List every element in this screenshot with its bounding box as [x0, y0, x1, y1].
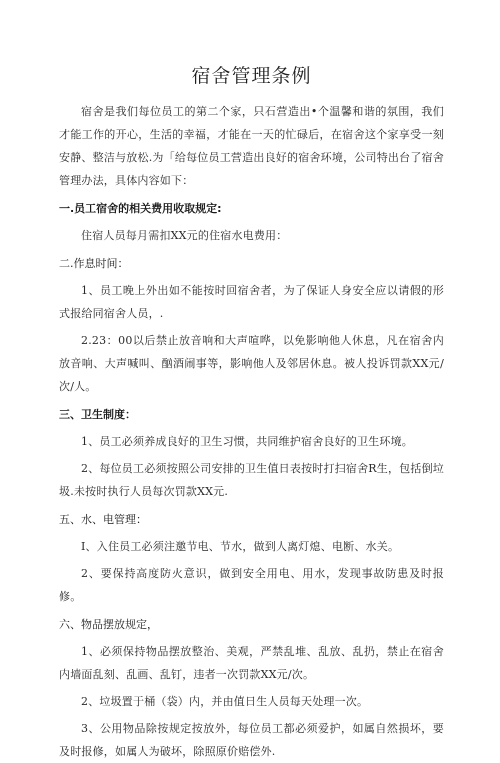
intro-paragraph: 宿舍是我们每位员工的第二个家，只石营造出•个温馨和谐的氛围，我们才能工作的开心，生活的幸福，才能在一天的忙碌后，在宿舍这个家享受一刻安静、整洁与放松.为「给每位员工营造出良好的宿舍环境，公司特出台了宿舍管理办法，具体内容如下：: [59, 105, 444, 187]
section-paragraph: 2、每位员工必须按照公司安排的卫生值日表按时打扫宿舍R生，包括倒垃圾.未按时执行人员每次罚款XX元.: [59, 462, 444, 498]
section-heading-hygiene: 三、卫生制度：: [59, 408, 136, 421]
section-paragraph: 2、要保持高度防火意识，做到安全用电、用水，发现事故防患及时报修。: [59, 567, 444, 603]
section-paragraph: I、入住员工必须注邀节电、节水，做到人离灯熄、电断、水关。: [81, 540, 400, 553]
section-paragraph: 1、必须保持物品摆放整治、美观，严禁乱堆、乱放、乱扔，禁止在宿舍内墙面乱刻、乱画、乱钉，违者一次罚款XX元/次。: [59, 645, 444, 681]
section-paragraph: 1、员工晚上外出如不能按时回宿舍者，为了保证人身安全应以请假的形式报给同宿舍人员，.: [59, 284, 444, 320]
section-paragraph: 3、公用物品除按规定按放外，每位员工都必须爱护，如属自然损坏，要及时报修，如属人为破坏，除照原价赔偿外.: [59, 722, 444, 758]
section-paragraph: 2.23：00以后禁止放音响和大声喧哗，以免影响他人休息，凡在宿舍内放音响、大声喊叫、酗酒闹事等，影响他人及邻居休息。被人投诉罚款XX元/次/人。: [59, 334, 444, 393]
section-heading-fees: 一.员工宿舍的相关费用收取规定:: [59, 202, 222, 215]
section-paragraph: 2、垃圾置于桶（袋）内，并由值日生人员每天处理一次。: [81, 695, 369, 708]
section-paragraph: 住宿人员每月需扣XX元的住宿水电费用：: [81, 229, 288, 242]
section-heading-utilities: 五、水、电管理：: [59, 513, 147, 526]
section-paragraph: 1、员工必须养成良好的卫生习惯，共同维护宿舍良好的卫生环境。: [81, 435, 413, 448]
section-heading-items: 六、物品摆放规定，: [59, 618, 158, 631]
document-title: 宿舍管理条例: [191, 65, 312, 87]
section-heading-schedule: 二.作息时间：: [59, 257, 129, 270]
